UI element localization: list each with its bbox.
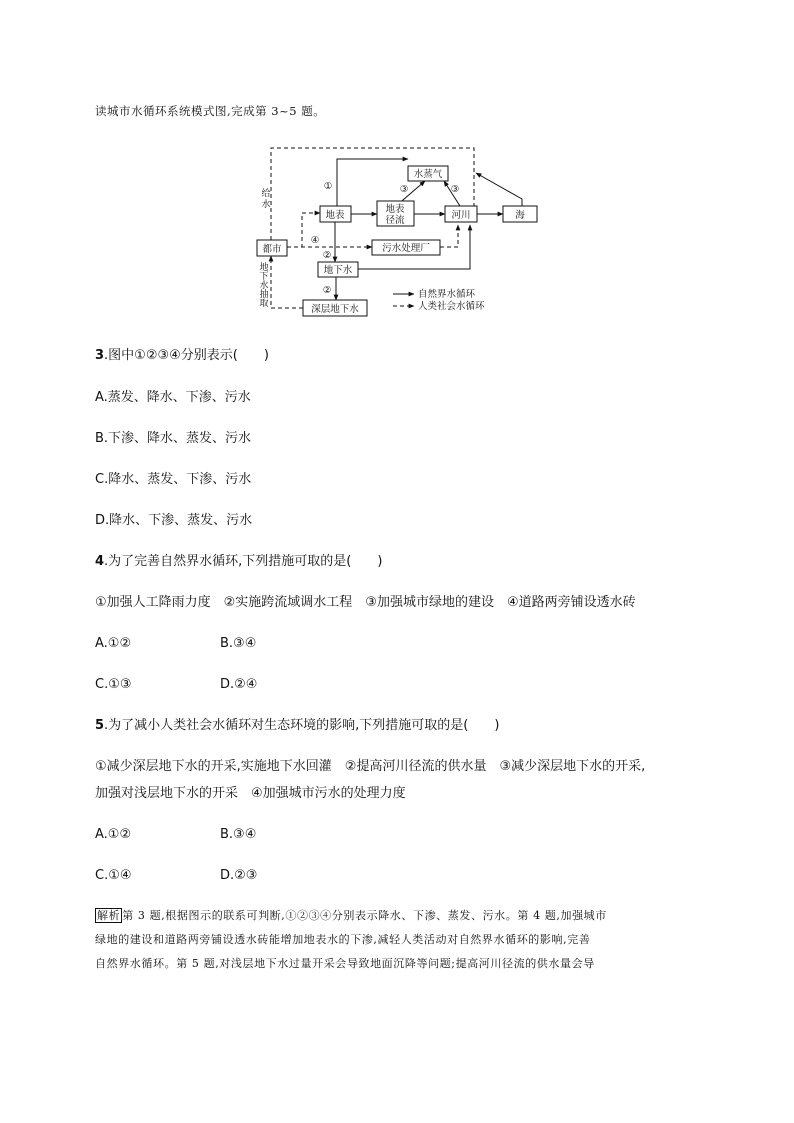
explanation-line-1-text: 第 3 题,根据图示的联系可判断,①②③④分别表示降水、下渗、蒸发、污水。第 4 题,加强城市 — [122, 909, 607, 922]
q4-option-a: A.①② — [95, 636, 132, 651]
question-5-text: .为了减小人类社会水循环对生态环境的影响,下列措施可取的是( ) — [104, 718, 500, 733]
explanation-tag: 解析 — [97, 909, 121, 922]
marker-4: ④ — [310, 235, 320, 246]
explanation — [95, 904, 705, 976]
question-4-text: .为了完善自然界水循环,下列措施可取的是( ) — [104, 554, 383, 569]
question-3 — [95, 348, 269, 364]
node-sewage-label: 污水处理厂 — [382, 243, 430, 254]
supply-label-2: 水 — [261, 200, 271, 210]
q3-option-c: C.降水、蒸发、下渗、污水 — [95, 472, 252, 487]
extraction-label-4: 抽 — [259, 290, 269, 300]
node-vapor-label: 水蒸气 — [413, 169, 443, 180]
extraction-label-5: 取 — [259, 299, 269, 309]
marker-2a: ② — [322, 250, 332, 261]
question-4 — [95, 554, 382, 570]
question-3-number: 3 — [95, 348, 105, 363]
node-sea-label: 海 — [515, 210, 525, 221]
question-4-number: 4 — [95, 554, 105, 569]
legend-human: 人类社会水循环 — [418, 301, 485, 312]
q3-option-d: D.降水、下渗、蒸发、污水 — [95, 513, 253, 528]
q5-items-line-1: ①减少深层地下水的开采,实施地下水回灌 ②提高河川径流的供水量 ③减少深层地下水的开采, — [95, 759, 646, 774]
explanation-line-3: 自然界水循环。第 5 题,对浅层地下水过量开采会导致地面沉降等问题;提高河川径流的供水量会导 — [95, 957, 595, 970]
q4-option-b: B.③④ — [220, 636, 257, 651]
node-city-label: 都市 — [262, 244, 282, 255]
extraction-label-2: 下 — [259, 272, 269, 282]
q3-option-b: B.下渗、降水、蒸发、污水 — [95, 431, 252, 446]
supply-label-1: 给 — [261, 189, 271, 199]
explanation-line-1 — [95, 904, 705, 928]
q5-option-a: A.①② — [95, 827, 132, 842]
intro-text: 读城市水循环系统模式图,完成第 3~5 题。 — [95, 104, 326, 118]
q5-items-line-2: 加强对浅层地下水的开采 ④加强城市污水的处理力度 — [95, 786, 406, 801]
marker-2b: ② — [322, 285, 332, 296]
extraction-label-3: 水 — [259, 281, 269, 291]
node-runoff-label-2: 径流 — [385, 215, 405, 226]
q5-option-c: C.①④ — [95, 868, 132, 883]
node-surface-label: 地表 — [325, 210, 345, 221]
node-river-label: 河川 — [451, 210, 471, 221]
marker-3a: ③ — [399, 184, 409, 195]
marker-1: ① — [323, 181, 333, 192]
node-groundwater-label: 地下水 — [323, 265, 353, 276]
q5-option-d: D.②③ — [220, 868, 258, 883]
explanation-line-2: 绿地的建设和道路两旁铺设透水砖能增加地表水的下渗,减轻人类活动对自然界水循环的影响,完善 — [95, 933, 591, 946]
question-5 — [95, 718, 499, 734]
node-runoff-label-1: 地表 — [385, 204, 405, 215]
q3-option-a: A.蒸发、降水、下渗、污水 — [95, 390, 251, 405]
marker-3b: ③ — [450, 184, 460, 195]
legend-natural: 自然界水循环 — [418, 289, 476, 300]
question-3-text: .图中①②③④分别表示( ) — [104, 348, 269, 363]
extraction-label-1: 地 — [259, 263, 269, 273]
q4-items: ①加强人工降雨力度 ②实施跨流域调水工程 ③加强城市绿地的建设 ④道路两旁铺设透水砖 — [95, 595, 636, 610]
q4-option-d: D.②④ — [220, 677, 258, 692]
water-cycle-diagram — [0, 0, 794, 330]
q4-option-c: C.①③ — [95, 677, 132, 692]
q5-option-b: B.③④ — [220, 827, 257, 842]
node-deep-groundwater-label: 深层地下水 — [311, 304, 359, 315]
question-5-number: 5 — [95, 718, 105, 733]
